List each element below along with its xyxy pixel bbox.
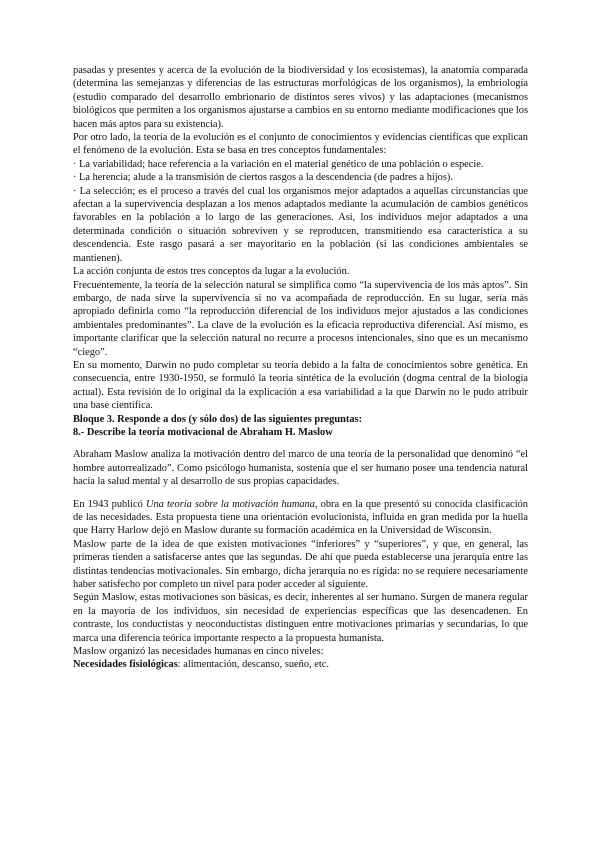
needs-label: Necesidades fisiológicas xyxy=(73,659,178,671)
spacer xyxy=(73,439,528,448)
document-page xyxy=(73,64,528,672)
paragraph-maslow-intro: Abraham Maslow analiza la motivación dentro del marco de una teoría de la personalidad que denominó “el hombre autorrealizado”. Como psicólogo humanista, sostenía que el ser humano posee una tendencia natural hacia la salud mental y al desarrollo de sus propias capacidades. xyxy=(73,449,528,488)
paragraph-basic-motivations: Según Maslow, estas motivaciones son básicas, es decir, inherentes al ser humano. Surgen de manera regular en la mayoría de los individuos, sin necesidad de experiencias específicas que las desencadenen. En contraste, los conductistas y neoconductistas distinguen entre motivaciones primarias y secundarias, lo que marca una diferencia teórica importante respecto a la propuesta humanista. xyxy=(73,592,528,644)
paragraph-five-levels: Maslow organizó las necesidades humanas en cinco niveles: xyxy=(73,646,324,658)
list-item-heredity: · La herencia; alude a la transmisión de ciertos rasgos a la descendencia (de padres a hijos). xyxy=(73,172,453,184)
paragraph-darwin: En su momento, Darwin no pudo completar su teoría debido a la falta de conocimientos sobre genética. En consecuencia, entre 1930-1950, se formuló la teoría sintética de la evolución (dogma central de la biología actual). Esta revisión de lo original da la explicación a esa variabilidad a la que Darwin no le pudo atribuir una base científica. xyxy=(73,359,528,412)
book-title: Una teoría sobre la motivación humana xyxy=(145,498,315,510)
needs-text: : alimentación, descanso, sueño, etc. xyxy=(177,659,329,671)
spacer xyxy=(73,489,528,498)
list-item-variability: · La variabilidad; hace referencia a la variación en el material genético de una población o especie. xyxy=(73,158,484,170)
heading-question-8: 8.- Describe la teoría motivacional de Abraham H. Maslow xyxy=(73,426,333,438)
list-item-selection: · La selección; es el proceso a través del cual los organismos mejor adaptados a aquellas circunstancias que afectan a la supervivencia desplazan a los menos adaptados mediante la acumulación de cambios genéticos favorables en la población a lo largo de las generaciones. Así, los individuos mejor adaptados a una determinada condición o situación sobreviven y se reproducen, transmitiendo esa característica a su descendencia. Este rasgo pasará a ser mayoritario en la población (si las condiciones ambientales se mantienen). xyxy=(73,185,528,264)
paragraph-1943 xyxy=(73,498,528,538)
paragraph-physiological-needs xyxy=(73,658,528,671)
paragraph-joint-action: La acción conjunta de estos tres conceptos da lugar a la evolución. xyxy=(73,266,350,278)
text-1943-rest: , obra en la que presentó su conocida clasificación de las necesidades. Esta propuesta tiene una orientación evolucionista, influida en gran medida por la huella que Harry Harlow dejó en Maslow durante su formación académica en la Universidad de Wisconsin. xyxy=(73,498,528,537)
paragraph-motivations: Maslow parte de la idea de que existen motivaciones “inferiores” y “superiores”, y que, en general, las primeras tienden a satisfacerse antes que las segundas. De ahí que pueda establecerse una jerarquía entre las distintas tendencias motivacionales. Sin embargo, dicha jerarquía no es rígida: no se requiere necesariamente haber satisfecho por completo un nivel para poder acceder al siguiente. xyxy=(73,538,528,591)
paragraph-intro: pasadas y presentes y acerca de la evolución de la biodiversidad y los ecosistemas), la anatomía comparada (determina las semejanzas y diferencias de las estructuras morfológicas de los organismos), la embriología (estudio comparado del desarrollo embrionario de distintos seres vivos) y las adaptaciones (mecanismos biológicos que permiten a los organismos ajustarse a cambios en su entorno mediante modificaciones que los hacen más aptos para su existencia). xyxy=(73,65,528,130)
paragraph-natural-selection: Frecuentemente, la teoría de la selección natural se simplifica como “la supervivencia de los más aptos”. Sin embargo, de nada sirve la supervivencia si no va acompañada de reproducción. En su lugar, sería más apropiado definirla como “la reproducción diferencial de los individuos mejor ajustados a las condiciones ambientales predominantes”. La clave de la evolución es la eficacia reproductiva diferencial. Así mismo, es importante clarificar que la selección natural no recurre a procesos intencionales, sino que es un mecanismo “ciego”. xyxy=(73,279,528,358)
paragraph-evolution-theory: Por otro lado, la teoría de la evolución es el conjunto de conocimientos y evidencias científicas que explican el fenómeno de la evolución. Esta se basa en tres conceptos fundamentales: xyxy=(73,132,528,157)
heading-block-3: Bloque 3. Responde a dos (y sólo dos) de las siguientes preguntas: xyxy=(73,413,363,425)
text-1943-start: En 1943 publicó xyxy=(73,498,146,510)
